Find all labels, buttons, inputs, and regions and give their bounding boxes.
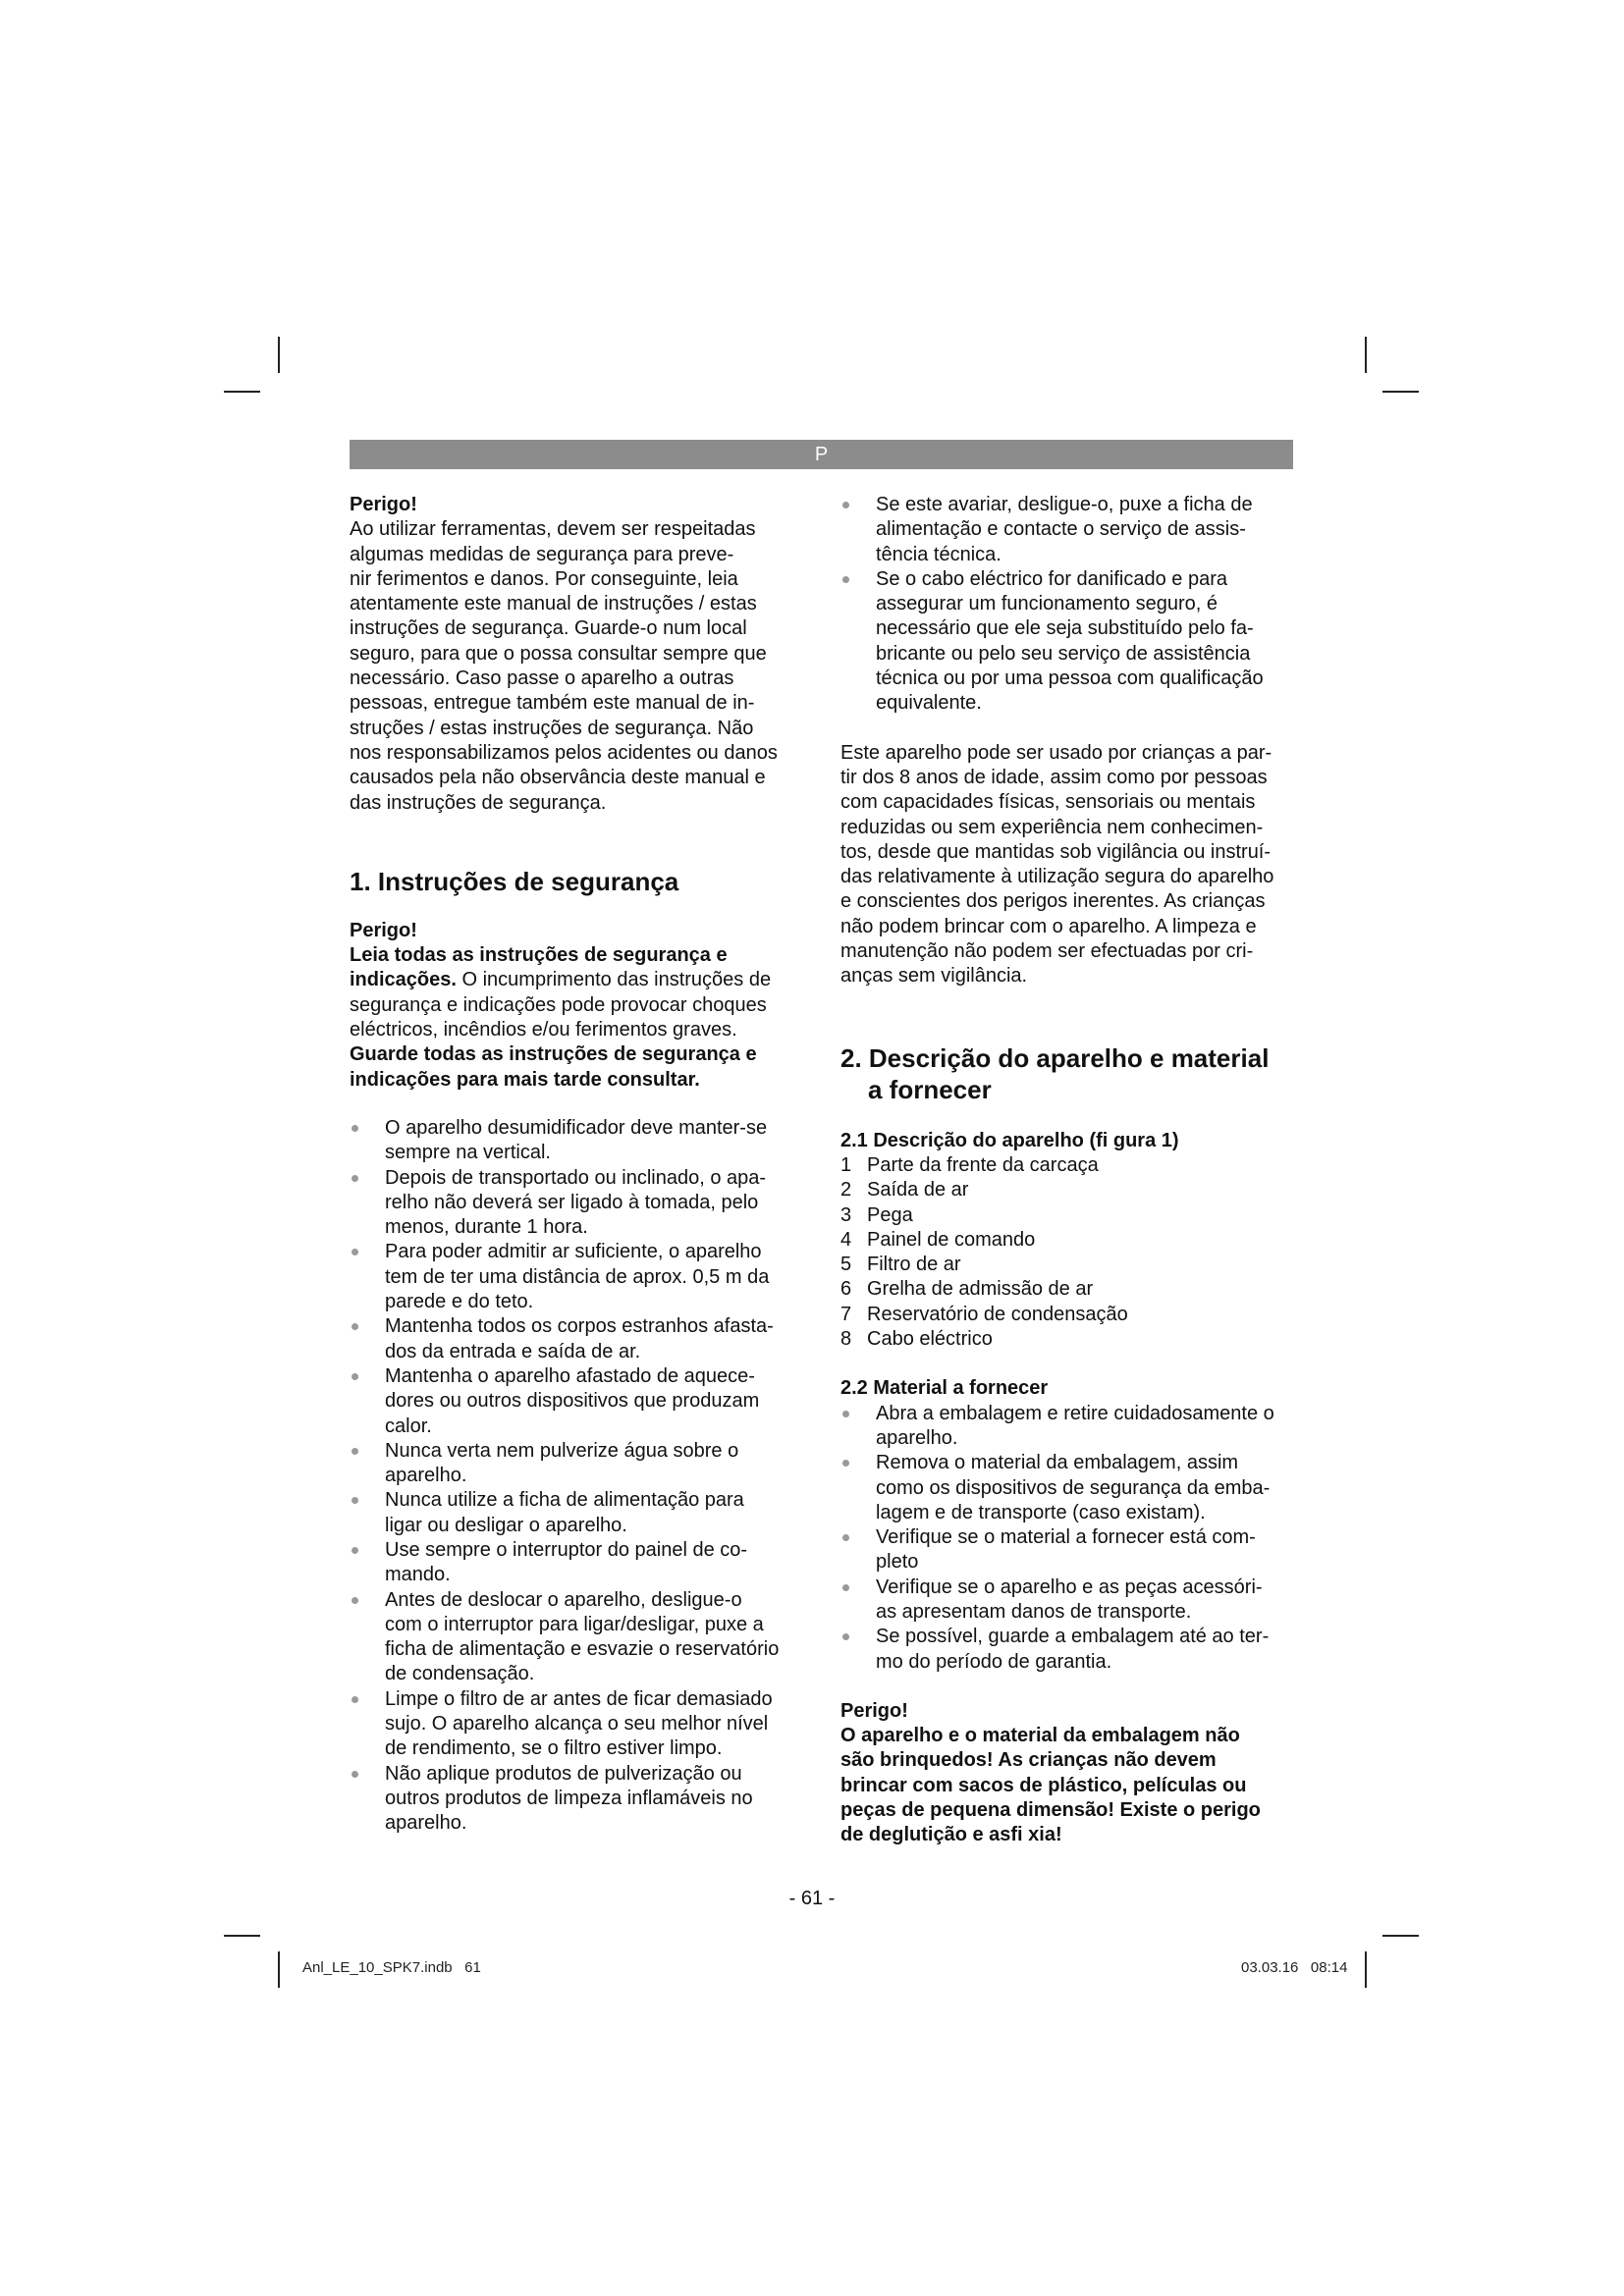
text-line: manutenção não podem ser efectuadas por cri- bbox=[840, 940, 1254, 963]
crop-mark bbox=[278, 1951, 280, 1988]
text-line: são brinquedos! As crianças não devem bbox=[840, 1749, 1217, 1772]
supply-list bbox=[840, 1402, 1302, 1675]
text-line: Este aparelho pode ser usado por crianças a par- bbox=[840, 741, 1272, 764]
text-line: Guarde todas as instruções de segurança e bbox=[350, 1043, 757, 1066]
subsection-2-1-heading: 2.1 Descrição do aparelho (fi gura 1) bbox=[840, 1129, 1179, 1151]
list-item: Use sempre o interruptor do painel de co- mando. bbox=[350, 1538, 803, 1588]
list-item: 5 Filtro de ar bbox=[840, 1254, 961, 1276]
warning-intro bbox=[350, 493, 803, 816]
text-line: das instruções de segurança. bbox=[350, 791, 607, 814]
text-line: anças sem vigilância. bbox=[840, 965, 1028, 988]
list-item: 7 Reservatório de condensação bbox=[840, 1303, 1128, 1325]
list-item: Para poder admitir ar suficiente, o aparelho tem de ter uma distância de aprox. 0,5 m da parede e do teto. bbox=[350, 1240, 803, 1314]
list-item: Verifique se o material a fornecer está com- pleto bbox=[840, 1525, 1302, 1575]
list-item: Mantenha o aparelho afastado de aquece- dores ou outros dispositivos que produzam calor. bbox=[350, 1364, 803, 1439]
text-line: causados pela não observância deste manual e bbox=[350, 767, 766, 789]
text-line: nos responsabilizamos pelos acidentes ou danos bbox=[350, 741, 778, 764]
text-line: não podem brincar com o aparelho. A limpeza e bbox=[840, 915, 1257, 937]
text-line: O aparelho e o material da embalagem não bbox=[840, 1725, 1240, 1747]
text-line: pessoas, entregue também este manual de in- bbox=[350, 692, 755, 715]
text-line: das relativamente à utilização segura do aparelho bbox=[840, 866, 1274, 888]
right-column bbox=[840, 493, 1302, 1848]
crop-mark bbox=[1365, 1951, 1367, 1988]
list-item: Antes de deslocar o aparelho, desligue-o com o interruptor para ligar/desligar, puxe a ficha de alimentação e esvazie o reservatório de condensação. bbox=[350, 1588, 803, 1687]
list-item: Não aplique produtos de pulverização ou outros produtos de limpeza inflamáveis no aparelho. bbox=[350, 1762, 803, 1837]
parts-list bbox=[840, 1153, 1302, 1352]
warning-packaging bbox=[840, 1699, 1302, 1848]
list-item: Nunca utilize a ficha de alimentação para ligar ou desligar o aparelho. bbox=[350, 1488, 803, 1538]
text-span: O incumprimento das instruções de bbox=[456, 969, 772, 991]
list-item: Mantenha todos os corpos estranhos afasta- dos da entrada e saída de ar. bbox=[350, 1314, 803, 1364]
page-number: - 61 - bbox=[788, 1888, 836, 1909]
list-item: Abra a embalagem e retire cuidadosamente o aparelho. bbox=[840, 1402, 1302, 1452]
list-item: Remova o material da embalagem, assim como os dispositivos de segurança da emba- lagem e de transporte (caso existam). bbox=[840, 1451, 1302, 1525]
warning-title: Perigo! bbox=[350, 494, 417, 515]
text-line: seguro, para que o possa consultar sempre que bbox=[350, 642, 767, 665]
text-line: segurança e indicações pode provocar choques bbox=[350, 993, 767, 1016]
list-item: 6 Grelha de admissão de ar bbox=[840, 1278, 1094, 1301]
list-item: 3 Pega bbox=[840, 1203, 913, 1226]
text-line: struções / estas instruções de segurança. Não bbox=[350, 717, 754, 739]
list-item: Se o cabo eléctrico for danificado e para assegurar um funcionamento seguro, é necessário que ele seja substituído pelo fa- bricante ou pelo seu serviço de assistência técnica ou por uma pessoa com qualificação equivalente. bbox=[840, 567, 1302, 717]
text-line: nir ferimentos e danos. Por conseguinte, leia bbox=[350, 567, 738, 590]
heading-line: a fornecer bbox=[868, 1074, 992, 1104]
text-line: atentamente este manual de instruções / estas bbox=[350, 593, 757, 615]
list-item: 8 Cabo eléctrico bbox=[840, 1328, 993, 1351]
text-line: de deglutição e asfi xia! bbox=[840, 1824, 1062, 1846]
section-2-heading bbox=[840, 1042, 1302, 1105]
warning-intro-text bbox=[350, 517, 803, 816]
list-item: Se este avariar, desligue-o, puxe a ficha de alimentação e contacte o serviço de assis- tência técnica. bbox=[840, 493, 1302, 567]
children-usage-paragraph bbox=[840, 741, 1302, 989]
crop-mark bbox=[224, 391, 260, 393]
section-1-heading: 1. Instruções de segurança bbox=[350, 866, 679, 896]
crop-mark bbox=[224, 1935, 260, 1937]
crop-mark bbox=[278, 337, 280, 373]
text-line: Leia todas as instruções de segurança e bbox=[350, 944, 728, 967]
text-line: Ao utilizar ferramentas, devem ser respeitadas bbox=[350, 518, 756, 541]
text-line: instruções de segurança. Guarde-o num local bbox=[350, 617, 747, 640]
bold-span: indicações. bbox=[350, 969, 457, 991]
list-item: Se possível, guarde a embalagem até ao ter- mo do período de garantia. bbox=[840, 1625, 1302, 1675]
safety-bullet-list-continued bbox=[840, 493, 1302, 717]
list-item: Limpe o filtro de ar antes de ficar demasiado sujo. O aparelho alcança o seu melhor nível de rendimento, se o filtro estiver limpo. bbox=[350, 1687, 803, 1762]
crop-mark bbox=[1365, 337, 1367, 373]
left-column bbox=[350, 493, 803, 1837]
safety-bullet-list bbox=[350, 1116, 803, 1837]
text-line: indicações para mais tarde consultar. bbox=[350, 1068, 700, 1091]
text-line: tir dos 8 anos de idade, assim como por pessoas bbox=[840, 766, 1268, 788]
language-header-bar bbox=[350, 440, 1293, 469]
warning-read-all bbox=[350, 919, 803, 1093]
text-line: algumas medidas de segurança para preve- bbox=[350, 543, 734, 565]
list-item: 4 Painel de comando bbox=[840, 1228, 1036, 1251]
list-item: Verifique se o aparelho e as peças acessóri- as apresentam danos de transporte. bbox=[840, 1575, 1302, 1626]
warning-title: Perigo! bbox=[350, 919, 417, 941]
language-code: P bbox=[814, 444, 829, 465]
text-line: reduzidas ou sem experiência nem conhecimen- bbox=[840, 816, 1264, 838]
text-line bbox=[350, 968, 803, 992]
text-line: brincar com sacos de plástico, películas ou bbox=[840, 1774, 1247, 1796]
crop-mark bbox=[1382, 1935, 1419, 1937]
warning-title: Perigo! bbox=[840, 1699, 908, 1722]
text-line: e conscientes dos perigos inerentes. As crianças bbox=[840, 890, 1266, 913]
heading-line: 2. Descrição do aparelho e material bbox=[840, 1042, 1270, 1073]
list-item: Depois de transportado ou inclinado, o apa- relho não deverá ser ligado à tomada, pelo menos, durante 1 hora. bbox=[350, 1166, 803, 1241]
list-item: 2 Saída de ar bbox=[840, 1179, 969, 1201]
list-item: Nunca verta nem pulverize água sobre o aparelho. bbox=[350, 1439, 803, 1489]
text-line: peças de pequena dimensão! Existe o perigo bbox=[840, 1799, 1261, 1822]
print-file-slug: Anl_LE_10_SPK7.indb 61 bbox=[302, 1959, 481, 1976]
print-timestamp: 03.03.16 08:14 bbox=[1241, 1959, 1348, 1976]
text-line: com capacidades físicas, sensoriais ou mentais bbox=[840, 791, 1256, 814]
crop-mark bbox=[1382, 391, 1419, 393]
text-line: tos, desde que mantidas sob vigilância ou instruí- bbox=[840, 840, 1272, 863]
text-line: eléctricos, incêndios e/ou ferimentos graves. bbox=[350, 1019, 737, 1041]
text-line: necessário. Caso passe o aparelho a outras bbox=[350, 667, 734, 690]
subsection-2-2-heading: 2.2 Material a fornecer bbox=[840, 1377, 1049, 1400]
list-item: O aparelho desumidificador deve manter-se sempre na vertical. bbox=[350, 1116, 803, 1166]
list-item: 1 Parte da frente da carcaça bbox=[840, 1153, 1099, 1176]
